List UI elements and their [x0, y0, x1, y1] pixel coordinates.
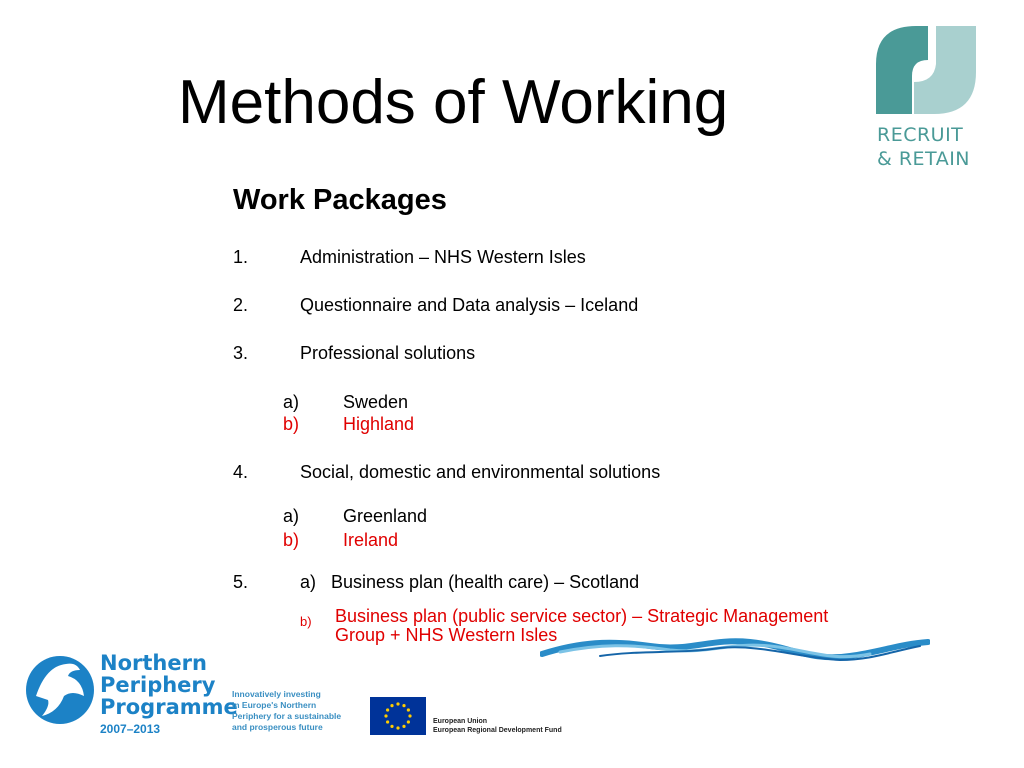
npp-name-line2: Periphery — [100, 673, 216, 697]
npp-name-line3: Programme — [100, 695, 238, 719]
recruit-word: RECRUIT — [877, 124, 964, 146]
sub-item-label: b) — [283, 414, 300, 434]
eu-label — [433, 717, 562, 735]
tagline-line: Innovatively investing — [232, 689, 321, 699]
item-number: 3. — [233, 343, 249, 363]
sub-item-label: b) — [283, 530, 300, 550]
eu-star — [386, 720, 389, 723]
item-number: 1. — [233, 247, 249, 267]
eu-star — [408, 714, 411, 717]
eu-label-line2: European Regional Development Fund — [433, 727, 562, 734]
eu-star — [390, 704, 393, 707]
tagline-line: and prosperous future — [232, 722, 323, 732]
section-heading: Work Packages — [233, 184, 447, 216]
sub-item-text-line2: Group + NHS Western Isles — [335, 625, 558, 645]
sub-item-label: a) — [283, 506, 300, 526]
slide-title: Methods of Working — [178, 68, 729, 137]
eu-star — [407, 720, 410, 723]
eu-star — [390, 725, 393, 728]
npp-logo — [24, 646, 238, 737]
retain-word: & RETAIN — [877, 148, 971, 170]
sub-item-text: Ireland — [343, 530, 399, 550]
item-number: 5. — [233, 572, 249, 592]
sub-item-label: b) — [300, 614, 312, 629]
sub-item-text: Greenland — [343, 506, 428, 526]
tagline-line: in Europe's Northern — [232, 700, 317, 710]
sub-item-text: Highland — [343, 414, 415, 434]
item-text: Social, domestic and environmental solutions — [300, 462, 661, 482]
recruit-retain-logo — [872, 20, 982, 180]
item-number: 4. — [233, 462, 249, 482]
item-text: Professional solutions — [300, 343, 476, 363]
eu-flag-icon — [370, 697, 426, 735]
eu-star — [402, 704, 405, 707]
item-number: 2. — [233, 295, 249, 315]
eu-star — [402, 725, 405, 728]
eu-label-line1: European Union — [433, 718, 488, 725]
eu-star — [396, 702, 399, 705]
eu-star — [396, 726, 399, 729]
eu-star — [407, 708, 410, 711]
item-text: Administration – NHS Western Isles — [300, 247, 586, 267]
sub-item-text-line1: Business plan (public service sector) – Strategic Management — [335, 606, 829, 626]
item-text: a) Business plan (health care) – Scotland — [300, 572, 640, 592]
tagline-line: Periphery for a sustainable — [232, 711, 342, 721]
item-text: Questionnaire and Data analysis – Iceland — [300, 295, 639, 315]
eu-star — [386, 708, 389, 711]
npp-name-line1: Northern — [100, 651, 207, 675]
npp-tagline — [232, 689, 341, 733]
sub-item-text: Sweden — [343, 392, 409, 412]
eu-star — [384, 714, 387, 717]
wave-decoration-icon — [540, 632, 930, 672]
recruit-retain-mark-icon — [872, 20, 982, 120]
npp-bird-icon — [24, 646, 96, 732]
npp-years: 2007–2013 — [100, 722, 161, 736]
sub-item-label: a) — [283, 392, 300, 412]
